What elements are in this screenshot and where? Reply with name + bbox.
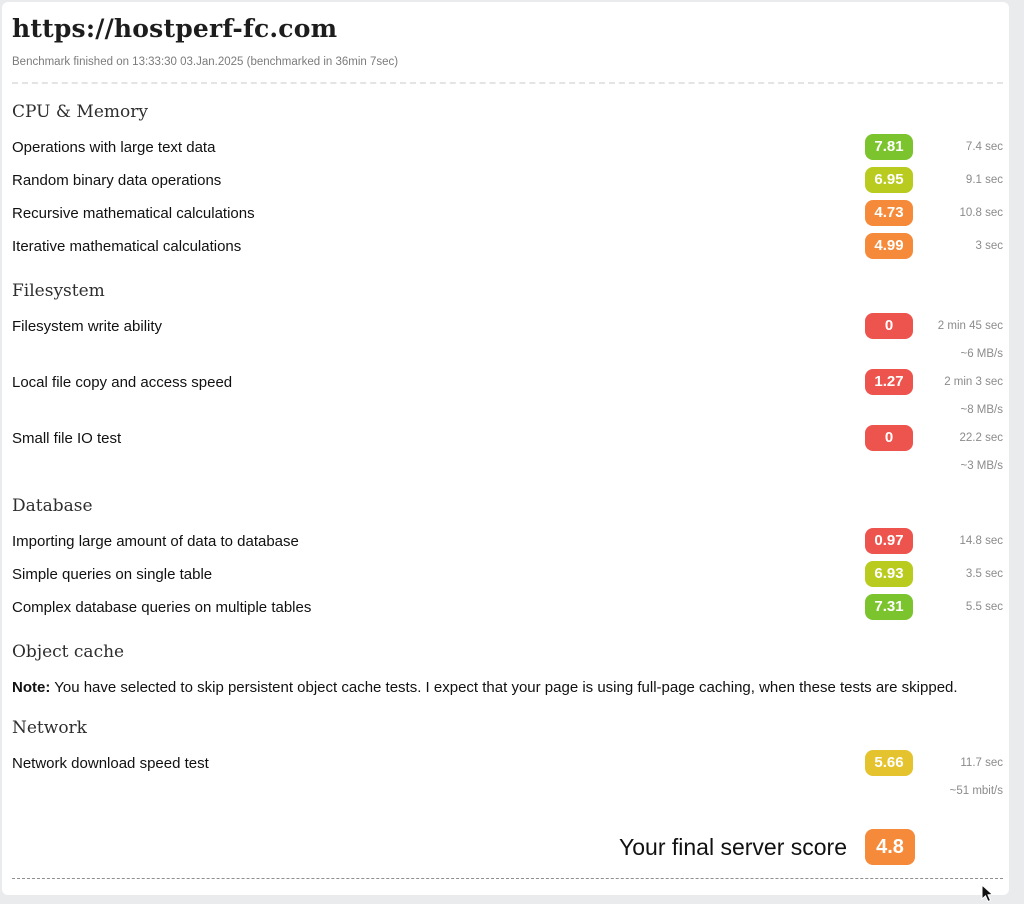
test-label: Complex database queries on multiple tables (12, 599, 312, 616)
time-column (913, 591, 1003, 624)
test-label: Iterative mathematical calculations (12, 238, 242, 255)
time-value: 2 min 45 sec (937, 320, 1003, 332)
test-label: Importing large amount of data to database (12, 533, 299, 550)
time-value: 3 sec (975, 240, 1003, 252)
time-value: 9.1 sec (965, 174, 1003, 186)
section-heading-network: Network (12, 718, 87, 738)
time-column (913, 230, 1003, 263)
score-badge: 4.99 (865, 233, 913, 259)
score-badge: 7.31 (865, 594, 913, 620)
time-column (913, 164, 1003, 197)
test-label: Operations with large text data (12, 139, 216, 156)
time-value: 11.7 sec (960, 757, 1003, 769)
speed-value: ~6 MB/s (960, 348, 1003, 360)
final-score-label: Your final server score (619, 833, 847, 860)
test-label: Recursive mathematical calculations (12, 205, 255, 222)
time-value: 5.5 sec (965, 601, 1003, 613)
section-heading-filesystem: Filesystem (12, 281, 105, 301)
time-column (913, 558, 1003, 591)
test-row (12, 366, 1003, 422)
test-label: Small file IO test (12, 430, 122, 447)
object-cache-note: Note: You have selected to skip persistent object cache tests. I expect that your page is using full-page caching, when these tests are skipped. (12, 679, 958, 696)
score-badge: 7.81 (865, 134, 913, 160)
time-value: 7.4 sec (965, 141, 1003, 153)
test-row (12, 422, 1003, 478)
time-column (913, 525, 1003, 558)
mouse-cursor-icon (981, 884, 995, 904)
test-row (12, 164, 1003, 197)
score-badge: 6.95 (865, 167, 913, 193)
test-label: Simple queries on single table (12, 566, 213, 583)
benchmark-sections (12, 102, 1003, 803)
section-heading-database: Database (12, 496, 93, 516)
test-row (12, 131, 1003, 164)
score-badge: 4.73 (865, 200, 913, 226)
time-value: 22.2 sec (959, 432, 1003, 444)
test-label: Local file copy and access speed (12, 374, 233, 391)
section-object-cache (12, 642, 1003, 700)
test-label: Network download speed test (12, 755, 209, 772)
test-label: Filesystem write ability (12, 318, 163, 335)
test-row (12, 591, 1003, 624)
bottom-divider (12, 878, 1003, 879)
section-filesystem (12, 281, 1003, 478)
time-column (913, 310, 1003, 365)
time-column (913, 131, 1003, 164)
benchmark-finished-status: Benchmark finished on 13:33:30 03.Jan.2025 (benchmarked in 36min 7sec) (12, 56, 399, 68)
time-value: 10.8 sec (959, 207, 1003, 219)
test-row (12, 197, 1003, 230)
score-badge: 0 (865, 313, 913, 339)
test-row (12, 230, 1003, 263)
time-value: 2 min 3 sec (944, 376, 1003, 388)
test-row (12, 747, 1003, 803)
section-heading-cpu-memory: CPU & Memory (12, 102, 148, 122)
header-divider (12, 82, 1003, 84)
score-badge: 5.66 (865, 750, 913, 776)
score-badge: 6.93 (865, 561, 913, 587)
time-column (913, 366, 1003, 421)
test-row (12, 558, 1003, 591)
speed-value: ~8 MB/s (960, 404, 1003, 416)
time-column (913, 422, 1003, 477)
final-score-badge: 4.8 (865, 829, 915, 865)
test-label: Random binary data operations (12, 172, 222, 189)
speed-value: ~3 MB/s (960, 460, 1003, 472)
score-badge: 1.27 (865, 369, 913, 395)
test-row (12, 310, 1003, 366)
section-cpu-memory (12, 102, 1003, 263)
benchmark-report-card (2, 2, 1009, 895)
time-value: 14.8 sec (959, 535, 1003, 547)
score-badge: 0 (865, 425, 913, 451)
time-column (913, 197, 1003, 230)
section-network (12, 718, 1003, 803)
time-value: 3.5 sec (965, 568, 1003, 580)
section-database (12, 496, 1003, 624)
speed-value: ~51 mbit/s (949, 785, 1003, 797)
time-column (913, 747, 1003, 802)
final-score-row (12, 829, 1003, 865)
note-label: Note: (12, 679, 51, 696)
page-title: https://hostperf-fc.com (12, 14, 338, 43)
section-heading-object-cache: Object cache (12, 642, 125, 662)
score-badge: 0.97 (865, 528, 913, 554)
test-row (12, 525, 1003, 558)
